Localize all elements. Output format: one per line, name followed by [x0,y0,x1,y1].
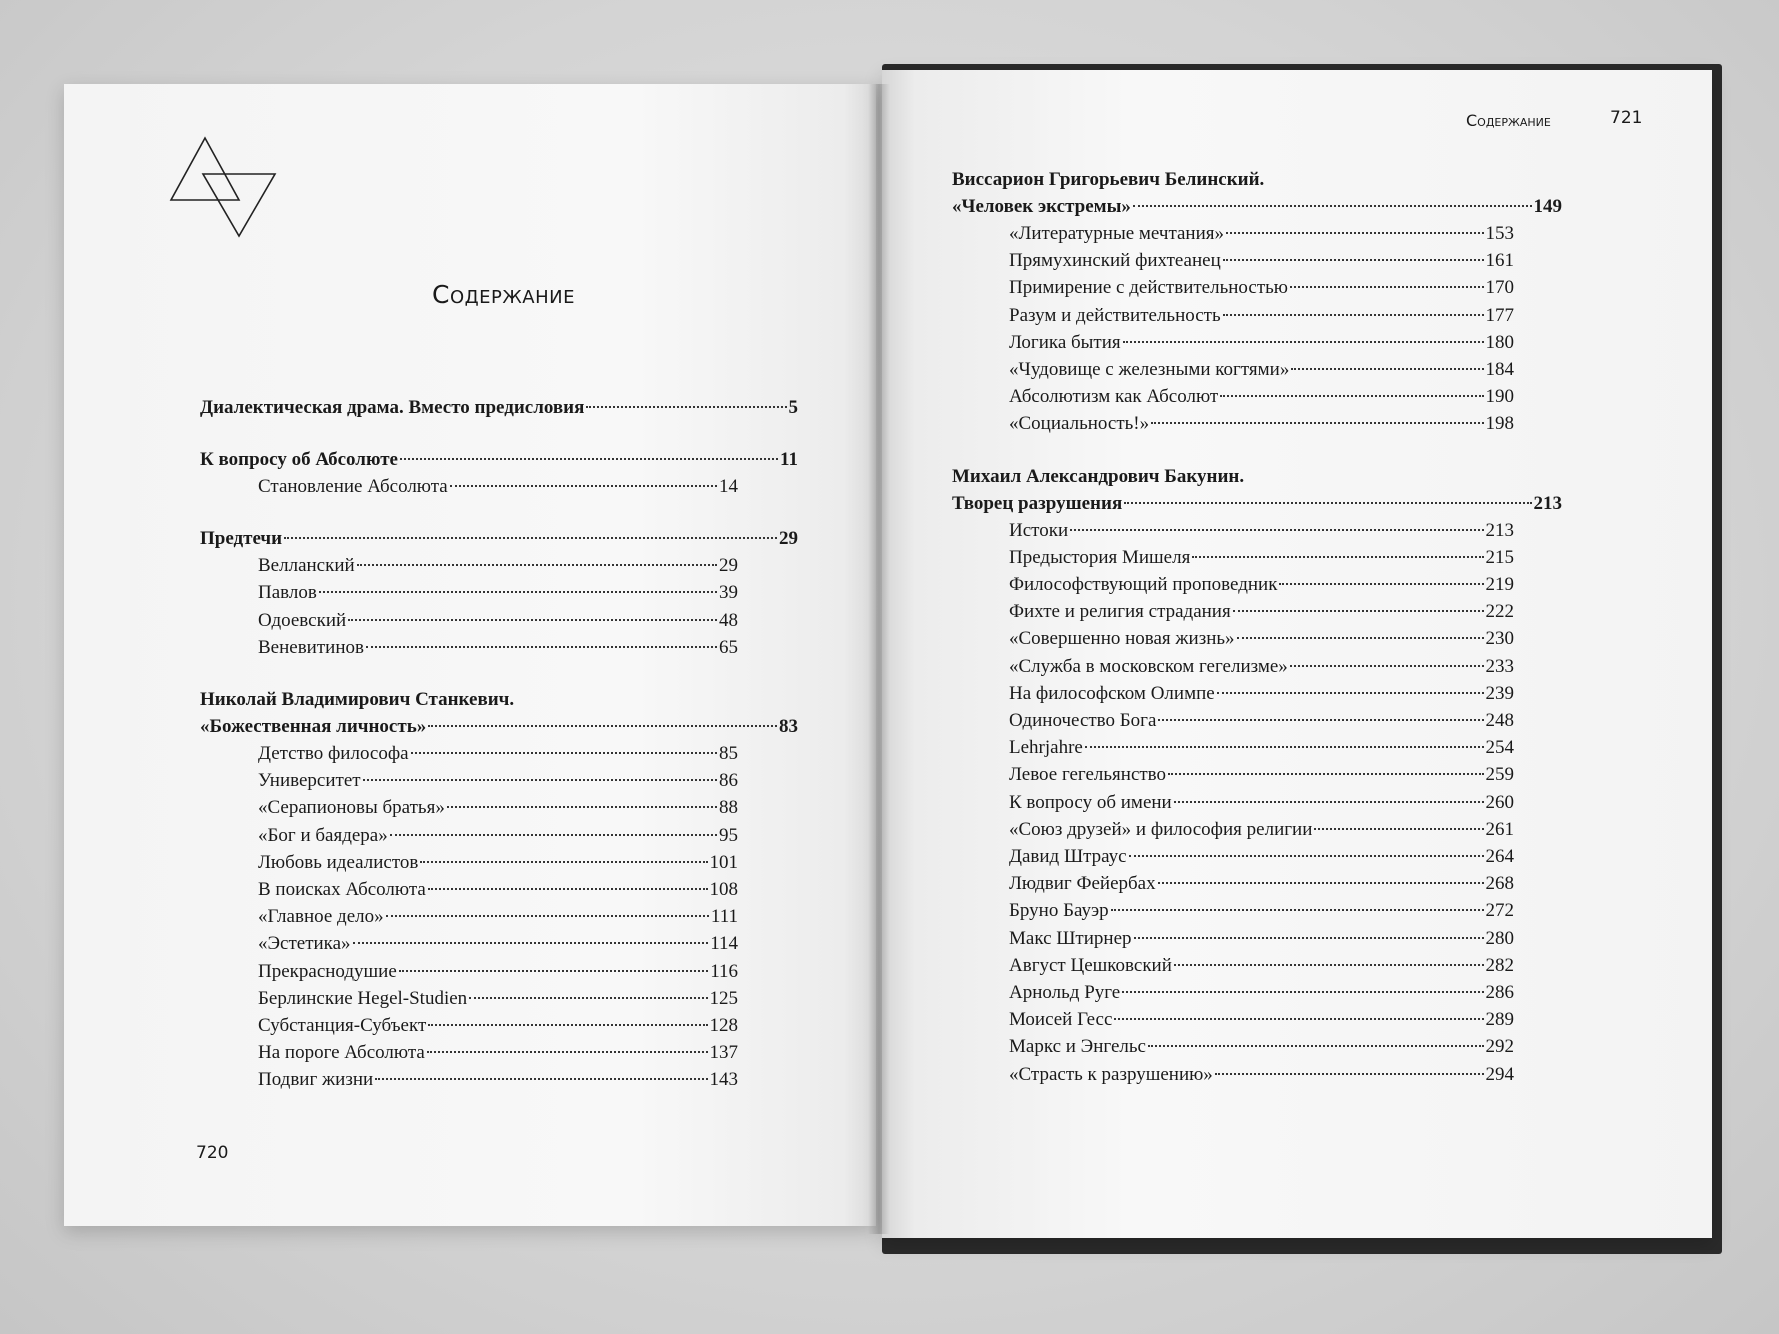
toc-chapter-entry [200,713,798,740]
dot-leader [1085,746,1484,748]
toc-subsection-entry [1009,274,1514,301]
toc-page-number: 125 [709,987,738,1009]
dot-leader [1158,719,1483,721]
toc-section [200,394,798,421]
dot-leader [1291,368,1483,370]
toc-entry-title: Подвиг жизни [258,1069,374,1091]
toc-subsection-entry [1009,761,1514,788]
toc-entry-title: Предыстория Мишеля [1009,546,1191,568]
dot-leader [1148,1045,1484,1047]
dot-leader [1129,855,1484,857]
toc-subsection-entry [1009,870,1514,897]
toc-chapter-entry [200,446,798,473]
toc-entry-title: Людвиг Фейербах [1009,873,1156,895]
toc-subsection-entry [1009,329,1514,356]
toc-page-number: 83 [779,716,798,738]
dot-leader [357,564,717,566]
toc-page-number: 260 [1485,791,1514,813]
toc-subsection-entry [1009,952,1514,979]
toc-entry-title: Моисей Гесс [1009,1009,1113,1031]
toc-page-number: 85 [719,743,738,765]
dot-leader [1123,341,1484,343]
dot-leader [450,485,717,487]
dot-leader [411,752,717,754]
dot-leader [1279,583,1483,585]
toc-subsection-entry [258,876,738,903]
toc-page-number: 219 [1485,574,1514,596]
toc-page-number: 261 [1485,818,1514,840]
toc-page-number: 11 [780,449,798,470]
toc-entry-title: «Чудовище с железными когтями» [1009,359,1290,381]
toc-page-number: 248 [1485,710,1514,732]
toc-subsection-entry [1009,843,1514,870]
toc-entry-title: Lehrjahre [1009,737,1083,759]
toc-page-number: 272 [1485,900,1514,922]
dot-leader [1233,610,1484,612]
toc-subsection-entry [258,930,738,957]
toc-entry-title: Берлинские Hegel-Studien [258,987,468,1009]
toc-page-number: 95 [719,824,738,846]
toc-page-number: 184 [1485,359,1514,381]
dot-leader [469,997,707,999]
toc-page-number: 39 [719,582,738,604]
dot-leader [375,1078,707,1080]
toc-subsection-entry [258,794,738,821]
toc-page-number: 65 [719,636,738,658]
toc-subsection-entry [1009,897,1514,924]
toc-subsection-entry [1009,383,1514,410]
dot-leader [1158,882,1484,884]
toc-entry-title: Давид Штраус [1009,846,1127,868]
toc-subsection-entry [1009,302,1514,329]
toc-page-number: 180 [1485,331,1514,353]
dot-leader [390,834,717,836]
toc-subsection-entry [1009,598,1514,625]
toc-entry-title: «Социальность!» [1009,413,1150,435]
dot-leader [1290,286,1484,288]
toc-page-number: 143 [709,1069,738,1091]
toc-page-number: 108 [709,879,738,901]
toc-subsection-entry [258,1039,738,1066]
toc-section [200,446,798,500]
toc-page-number: 190 [1485,386,1514,408]
chapter-author-heading: Михаил Александрович Бакунин. [952,465,1245,487]
interlocking-triangles-icon [165,132,280,247]
toc-subsection-entry [1009,653,1514,680]
chapter-author-heading: Виссарион Григорьевич Белинский. [952,169,1265,190]
toc-subsection-entry [258,473,738,500]
toc-subsection-entry [1009,517,1514,544]
toc-entry-title: Арнольд Руге [1009,982,1121,1004]
toc-entry-title: Макс Штирнер [1009,927,1132,949]
toc-page-number: 259 [1485,764,1514,786]
toc-section [952,463,1564,1088]
toc-page-number: 222 [1485,601,1514,623]
toc-page-number: 268 [1485,873,1514,895]
toc-subsection-entry [1009,247,1514,274]
toc-subsection-entry [1009,979,1514,1006]
dot-leader [1151,422,1483,424]
toc-subsection-entry [1009,1033,1514,1060]
right-page-number: 721 [1610,108,1643,128]
toc-entry-title: Субстанция-Субъект [258,1015,427,1037]
toc-entry-title: Разум и действительность [1009,304,1221,326]
toc-subsection-entry [1009,410,1514,437]
dot-leader [420,861,707,863]
chapter-author-heading: Николай Владимирович Станкевич. [200,689,515,711]
dot-leader [1174,801,1484,803]
toc-subsection-entry [1009,789,1514,816]
toc-page-number: 215 [1485,546,1514,568]
toc-entry-title: Прямухинский фихтеанец [1009,250,1221,272]
dot-leader [1114,1018,1483,1020]
toc-entry-title: Становление Абсолюта [258,476,448,497]
toc-subsection-entry [258,634,738,661]
toc-entry-title: «Серапионовы братья» [258,797,445,819]
toc-page-number: 114 [710,933,738,955]
toc-entry-title: К вопросу об имени [1009,791,1172,813]
toc-entry-title: Велланский [258,555,355,577]
left-page-number: 720 [196,1143,229,1163]
toc-entry-title: «Служба в московском гегелизме» [1009,655,1288,677]
toc-subsection-entry [258,579,738,606]
toc-page-number: 286 [1485,982,1514,1004]
toc-page-number: 5 [788,397,798,418]
dot-leader [1174,964,1484,966]
dot-leader [1290,665,1484,667]
toc-page-number: 29 [719,555,738,577]
dot-leader [1237,637,1484,639]
toc-entry-title: Веневитинов [258,636,364,658]
toc-page-number: 86 [719,770,738,792]
toc-page-number: 198 [1485,413,1514,435]
toc-entry-title: Творец разрушения [952,492,1123,514]
toc-subsection-entry [258,552,738,579]
toc-entry-title: Логика бытия [1009,331,1121,353]
toc-section [952,166,1564,438]
dot-leader [363,779,717,781]
toc-entry-title: На философском Олимпе [1009,682,1215,704]
dot-leader [1215,1073,1484,1075]
toc-page-number: 294 [1485,1063,1514,1085]
dot-leader [428,888,708,890]
dot-leader [1220,395,1483,397]
toc-subsection-entry [258,985,738,1012]
toc-chapter-entry [200,394,798,421]
toc-page-number: 29 [779,528,798,550]
toc-entry-title: «Главное дело» [258,906,384,928]
toc-entry-title: «Эстетика» [258,933,351,955]
toc-page-number: 177 [1485,304,1514,326]
dot-leader [1070,529,1483,531]
toc-entry-title: «Литературные мечтания» [1009,223,1224,244]
dot-leader [366,646,717,648]
toc-subsection-entry [1009,1061,1514,1088]
toc-entry-title: Предтечи [200,528,283,550]
toc-entry-title: Истоки [1009,519,1069,541]
toc-entry-title: Любовь идеалистов [258,851,419,873]
toc-page-number: 161 [1485,250,1514,272]
toc-entry-title: Одиночество Бога [1009,710,1157,732]
toc-chapter-entry [952,193,1562,220]
toc-subsection-entry [1009,816,1514,843]
dot-leader [386,915,709,917]
toc-entry-title: «Союз друзей» и философия религии [1009,818,1313,840]
dot-leader [284,537,777,539]
toc-subsection-entry [1009,220,1514,247]
dot-leader [348,619,717,621]
toc-subsection-entry [258,1012,738,1039]
toc-subsection-entry [1009,625,1514,652]
toc-page-number: 111 [710,906,738,928]
toc-page-number: 280 [1485,927,1514,949]
dot-leader [1122,991,1483,993]
dot-leader [399,970,708,972]
toc-entry-title: Маркс и Энгельс [1009,1036,1146,1058]
toc-entry-title: «Божественная личность» [200,716,427,738]
page-title: Содержание [432,280,575,309]
toc-page-number: 153 [1485,223,1514,244]
toc-entry-title: Август Цешковский [1009,954,1172,976]
toc-entry-title: «Страсть к разрушению» [1009,1063,1213,1085]
toc-entry-title: Одоевский [258,609,347,631]
dot-leader [1192,556,1483,558]
toc-section [200,686,798,1094]
toc-page-number: 230 [1485,628,1514,650]
toc-entry-title: Примирение с действительностью [1009,277,1288,299]
toc-subsection-entry [1009,925,1514,952]
toc-entry-title: Павлов [258,582,317,604]
toc-page-number: 116 [710,960,738,982]
toc-subsection-entry [1009,356,1514,383]
toc-entry-title: Диалектическая драма. Вместо предисловия [200,397,585,418]
toc-entry-title: Детство философа [258,743,409,765]
toc-chapter-entry [200,525,798,552]
toc-entry-title: «Человек экстремы» [952,196,1131,217]
toc-entry-title: На пороге Абсолюта [258,1042,425,1064]
toc-subsection-entry [1009,544,1514,571]
toc-subsection-entry [258,849,738,876]
toc-page-number: 264 [1485,846,1514,868]
toc-subsection-entry [1009,571,1514,598]
toc-entry-title: Фихте и религия страдания [1009,601,1231,623]
toc-entry-title: Левое гегельянство [1009,764,1167,786]
toc-entry-title: Философствующий проповедник [1009,574,1278,596]
dot-leader [1223,259,1484,261]
toc-page-number: 170 [1485,277,1514,299]
toc-right [952,166,1564,1113]
toc-page-number: 101 [709,851,738,873]
toc-page-number: 128 [709,1015,738,1037]
toc-subsection-entry [1009,680,1514,707]
toc-page-number: 14 [719,476,738,497]
toc-page-number: 137 [709,1042,738,1064]
dot-leader [428,725,777,727]
toc-entry-title: Бруно Бауэр [1009,900,1109,922]
toc-page-number: 213 [1485,519,1514,541]
dot-leader [428,1024,707,1026]
dot-leader [1133,205,1532,207]
toc-page-number: 292 [1485,1036,1514,1058]
toc-subsection-entry [258,767,738,794]
toc-entry-title: К вопросу об Абсолюте [200,449,398,470]
toc-page-number: 282 [1485,954,1514,976]
toc-subsection-entry [258,903,738,930]
toc-entry-title: Прекраснодушие [258,960,397,982]
dot-leader [447,806,717,808]
toc-subsection-entry [258,958,738,985]
toc-subsection-entry [258,1066,738,1093]
dot-leader [1217,692,1484,694]
toc-entry-title: «Бог и баядера» [258,824,388,846]
toc-subsection-entry [1009,707,1514,734]
book-gutter [868,84,890,1234]
dot-leader [1168,773,1483,775]
dot-leader [1134,937,1484,939]
dot-leader [1226,232,1484,234]
dot-leader [319,591,717,593]
running-head: Содержание [1466,111,1551,130]
toc-page-number: 88 [719,797,738,819]
toc-subsection-entry [1009,1006,1514,1033]
toc-entry-title: В поисках Абсолюта [258,879,426,901]
toc-page-number: 233 [1485,655,1514,677]
toc-page-number: 254 [1485,737,1514,759]
toc-subsection-entry [258,822,738,849]
toc-section [200,525,798,661]
toc-page-number: 149 [1533,196,1562,217]
dot-leader [353,942,709,944]
dot-leader [586,406,786,408]
toc-page-number: 289 [1485,1009,1514,1031]
toc-subsection-entry [258,607,738,634]
toc-subsection-entry [1009,734,1514,761]
toc-page-number: 48 [719,609,738,631]
dot-leader [1124,502,1531,504]
toc-chapter-entry [952,490,1562,517]
toc-entry-title: Абсолютизм как Абсолют [1009,386,1219,408]
toc-left [200,394,798,1119]
toc-subsection-entry [258,740,738,767]
toc-page-number: 239 [1485,682,1514,704]
dot-leader [1314,828,1483,830]
dot-leader [1111,909,1484,911]
toc-page-number: 213 [1533,492,1562,514]
dot-leader [427,1051,708,1053]
dot-leader [400,458,778,460]
dot-leader [1223,314,1484,316]
toc-entry-title: Университет [258,770,361,792]
toc-entry-title: «Совершенно новая жизнь» [1009,628,1235,650]
